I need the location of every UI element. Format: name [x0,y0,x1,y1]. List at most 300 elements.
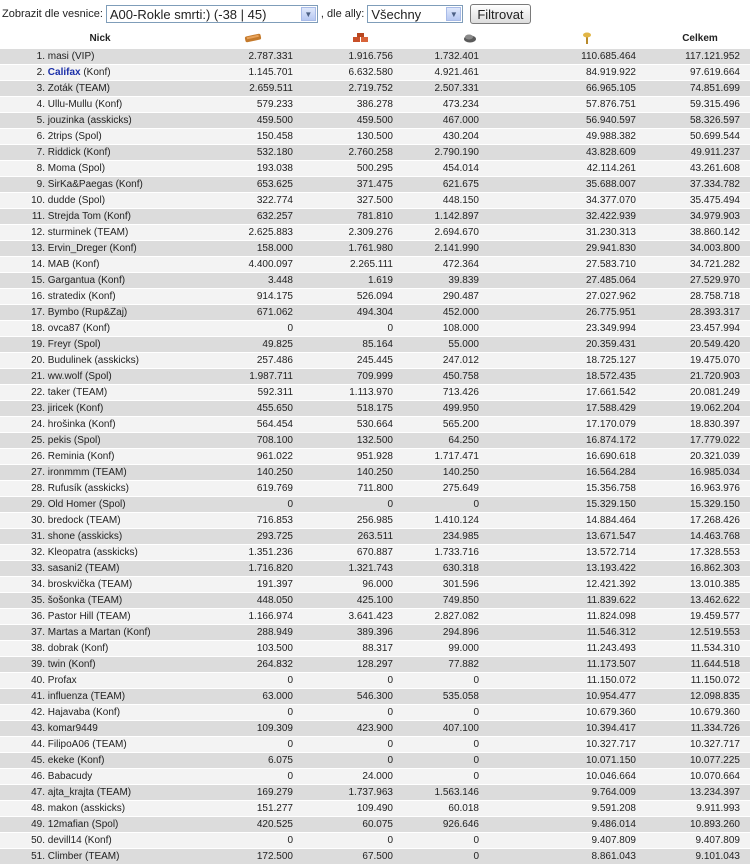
wood-value: 420.525 [200,817,305,833]
table-row [0,465,750,481]
table-row [0,193,750,209]
table-row [0,769,750,785]
total-value: 35.475.494 [650,193,750,209]
clay-value: 2.719.752 [305,81,417,97]
crop-value: 12.421.392 [523,577,650,593]
nick-cell [0,529,200,545]
clay-value: 518.175 [305,401,417,417]
nick-cell [0,257,200,273]
player-name[interactable]: MAB (Konf) [47,259,100,270]
village-select[interactable] [106,5,318,23]
wood-header [200,28,305,49]
crop-value: 57.876.751 [523,97,650,113]
clay-value: 2.309.276 [305,225,417,241]
player-name[interactable]: influenza (TEAM) [47,691,126,702]
nick-cell [0,497,200,513]
total-value: 17.779.022 [650,433,750,449]
total-value: 43.261.608 [650,161,750,177]
total-value: 50.699.544 [650,129,750,145]
table-row [0,513,750,529]
nick-cell [0,401,200,417]
rank: 23. [31,403,45,414]
rank: 35. [31,595,45,606]
nick-cell [0,161,200,177]
wood-value: 0 [200,497,305,513]
iron-value: 1.732.401 [417,49,523,65]
chevron-down-icon[interactable]: ▼ [301,7,316,21]
wood-value: 0 [200,673,305,689]
nick-cell [0,769,200,785]
ranking-table [0,28,750,864]
rank: 18. [31,323,45,334]
total-value: 13.010.385 [650,577,750,593]
player-name[interactable]: Hajavaba (Konf) [47,707,121,718]
nick-cell [0,817,200,833]
wood-value: 0 [200,321,305,337]
clay-value: 0 [305,321,417,337]
total-value: 11.534.310 [650,641,750,657]
iron-value: 2.507.331 [417,81,523,97]
iron-value: 430.204 [417,129,523,145]
clay-value: 711.800 [305,481,417,497]
crop-value: 14.884.464 [523,513,650,529]
total-value: 15.329.150 [650,497,750,513]
player-name[interactable]: Moma (Spol) [47,163,106,174]
rank: 15. [31,275,45,286]
player-name[interactable]: 2trips (Spol) [47,131,102,142]
table-row [0,481,750,497]
total-value: 16.985.034 [650,465,750,481]
iron-value: 473.234 [417,97,523,113]
iron-value: 621.675 [417,177,523,193]
nick-cell [0,305,200,321]
iron-value: 713.426 [417,385,523,401]
table-row [0,257,750,273]
wood-value: 2.787.331 [200,49,305,65]
wood-value: 288.949 [200,625,305,641]
table-row [0,113,750,129]
rank: 49. [31,819,45,830]
player-name[interactable]: makon (asskicks) [47,803,126,814]
rank: 38. [31,643,45,654]
nick-cell [0,129,200,145]
clay-value: 67.500 [305,849,417,865]
iron-value: 0 [417,497,523,513]
crop-value: 16.690.618 [523,449,650,465]
player-name[interactable]: Rufusík (asskicks) [47,483,129,494]
wood-value: 151.277 [200,801,305,817]
crop-value: 29.941.830 [523,241,650,257]
table-row [0,97,750,113]
player-name[interactable]: taker (TEAM) [47,387,108,398]
crop-value: 10.394.417 [523,721,650,737]
table-row [0,385,750,401]
player-name[interactable]: SirKa&Paegas (Konf) [47,179,143,190]
iron-value: 0 [417,673,523,689]
player-name[interactable]: Budulinek (asskicks) [47,355,139,366]
rank: 40. [31,675,45,686]
clay-value: 130.500 [305,129,417,145]
table-row [0,529,750,545]
player-name[interactable]: hrošinka (Konf) [47,419,116,430]
nick-cell [0,513,200,529]
crop-value: 15.356.758 [523,481,650,497]
clay-value: 459.500 [305,113,417,129]
rank: 8. [36,163,45,174]
iron-value: 108.000 [417,321,523,337]
player-name[interactable]: Freyr (Spol) [47,339,101,350]
rank: 37. [31,627,45,638]
player-name[interactable]: Ervin_Dreger (Konf) [47,243,137,254]
clay-value: 109.490 [305,801,417,817]
table-row [0,417,750,433]
total-value: 10.077.225 [650,753,750,769]
player-name[interactable]: Zoták (TEAM) [47,83,111,94]
crop-value: 15.329.150 [523,497,650,513]
table-row [0,689,750,705]
player-name[interactable]: Bymbo (Rup&Zaj) [47,307,128,318]
wood-value: 293.725 [200,529,305,545]
clay-value: 6.632.580 [305,65,417,81]
crop-value: 110.685.464 [523,49,650,65]
nick-cell [0,641,200,657]
wood-value: 0 [200,833,305,849]
player-name[interactable]: Califax (Konf) [47,67,111,78]
table-row [0,785,750,801]
wood-value: 1.166.974 [200,609,305,625]
nick-cell [0,721,200,737]
nick-cell [0,593,200,609]
wood-value: 1.716.820 [200,561,305,577]
wood-value: 0 [200,769,305,785]
iron-value: 0 [417,737,523,753]
clay-value: 245.445 [305,353,417,369]
clay-value: 371.475 [305,177,417,193]
rank: 12. [31,227,45,238]
nick-cell [0,385,200,401]
crop-value: 10.046.664 [523,769,650,785]
player-name[interactable]: Ullu-Mullu (Konf) [47,99,123,110]
nick-cell [0,801,200,817]
wood-value: 109.309 [200,721,305,737]
player-name[interactable]: bredock (TEAM) [47,515,121,526]
wood-value: 592.311 [200,385,305,401]
nick-cell [0,545,200,561]
total-value: 11.334.726 [650,721,750,737]
player-name[interactable]: shone (asskicks) [47,531,123,542]
player-name[interactable]: twin (Konf) [47,659,96,670]
clay-value: 2.760.258 [305,145,417,161]
table-row [0,289,750,305]
wood-value: 459.500 [200,113,305,129]
rank: 33. [31,563,45,574]
player-name[interactable]: Gargantua (Konf) [47,275,126,286]
iron-value: 301.596 [417,577,523,593]
iron-value: 452.000 [417,305,523,321]
total-value: 13.462.622 [650,593,750,609]
player-name[interactable]: jiricek (Konf) [47,403,104,414]
player-name[interactable]: broskvička (TEAM) [47,579,133,590]
table-row [0,337,750,353]
table-row [0,273,750,289]
player-name[interactable]: devill14 (Konf) [47,835,112,846]
total-value: 28.393.317 [650,305,750,321]
iron-value: 1.142.897 [417,209,523,225]
crop-value: 27.485.064 [523,273,650,289]
filter-button[interactable]: Filtrovat [470,4,530,24]
rank: 34. [31,579,45,590]
clay-value: 709.999 [305,369,417,385]
clay-value: 0 [305,833,417,849]
table-row [0,545,750,561]
rank: 10. [31,195,45,206]
crop-value: 9.486.014 [523,817,650,833]
iron-value: 140.250 [417,465,523,481]
iron-value: 454.014 [417,161,523,177]
total-value: 97.619.664 [650,65,750,81]
clay-value: 24.000 [305,769,417,785]
wood-value: 172.500 [200,849,305,865]
player-name[interactable]: ekeke (Konf) [47,755,105,766]
nick-header: Nick [89,32,111,44]
clay-value: 3.641.423 [305,609,417,625]
player-name[interactable]: šošonka (TEAM) [47,595,123,606]
nick-cell [0,369,200,385]
total-value: 59.315.496 [650,97,750,113]
nick-cell [0,289,200,305]
nick-cell [0,193,200,209]
iron-value: 294.896 [417,625,523,641]
rank: 2. [36,67,45,78]
nick-cell [0,625,200,641]
player-name[interactable]: ironmmm (TEAM) [47,467,127,478]
player-name[interactable]: Riddick (Konf) [47,147,111,158]
table-row [0,145,750,161]
player-name[interactable]: FilipoA06 (TEAM) [47,739,127,750]
player-name[interactable]: pekis (Spol) [47,435,101,446]
rank: 4. [36,99,45,110]
nick-cell [0,833,200,849]
table-row [0,577,750,593]
total-value: 58.326.597 [650,113,750,129]
rank: 3. [36,83,45,94]
total-value: 9.101.043 [650,849,750,865]
total-header: Celkem [682,32,718,44]
total-value: 23.457.994 [650,321,750,337]
wood-value: 448.050 [200,593,305,609]
nick-cell [0,241,200,257]
player-name[interactable]: Climber (TEAM) [47,851,120,862]
crop-value: 13.671.547 [523,529,650,545]
wood-icon [244,33,262,43]
player-name[interactable]: masi (VIP) [47,51,95,62]
iron-value: 1.410.124 [417,513,523,529]
nick-cell [0,577,200,593]
filter-bar [0,0,750,28]
iron-value: 64.250 [417,433,523,449]
total-value: 12.098.835 [650,689,750,705]
clay-value: 386.278 [305,97,417,113]
iron-value: 472.364 [417,257,523,273]
iron-value: 407.100 [417,721,523,737]
iron-value: 2.790.190 [417,145,523,161]
total-value: 9.911.993 [650,801,750,817]
crop-value: 66.965.105 [523,81,650,97]
player-name[interactable]: stratedix (Konf) [47,291,116,302]
player-name[interactable]: jouzinka (asskicks) [47,115,132,126]
wood-value: 4.400.097 [200,257,305,273]
wood-value: 63.000 [200,689,305,705]
total-value: 20.081.249 [650,385,750,401]
ally-select[interactable] [367,5,463,23]
nick-cell [0,145,200,161]
clay-value: 0 [305,737,417,753]
player-name[interactable]: sturminek (TEAM) [47,227,129,238]
rank: 32. [31,547,45,558]
clay-value: 96.000 [305,577,417,593]
crop-value: 26.775.951 [523,305,650,321]
crop-icon [581,32,593,44]
iron-value: 630.318 [417,561,523,577]
clay-value: 530.664 [305,417,417,433]
table-row [0,641,750,657]
table-row [0,625,750,641]
crop-value: 13.193.422 [523,561,650,577]
iron-value: 55.000 [417,337,523,353]
chevron-down-icon[interactable]: ▼ [446,7,461,21]
table-row [0,705,750,721]
player-name[interactable]: ajta_krajta (TEAM) [47,787,132,798]
wood-value: 158.000 [200,241,305,257]
clay-value: 423.900 [305,721,417,737]
table-header [0,28,750,49]
wood-value: 961.022 [200,449,305,465]
iron-value: 565.200 [417,417,523,433]
table-row [0,673,750,689]
village-filter-label: Zobrazit dle vesnice: [2,8,103,20]
nick-cell [0,561,200,577]
table-row [0,65,750,81]
table-row [0,161,750,177]
clay-value: 256.985 [305,513,417,529]
table-row [0,497,750,513]
wood-value: 1.351.236 [200,545,305,561]
crop-value: 16.874.172 [523,433,650,449]
nick-cell [0,737,200,753]
iron-value: 0 [417,769,523,785]
iron-value: 0 [417,753,523,769]
table-row [0,353,750,369]
player-name[interactable]: Reminia (Konf) [47,451,115,462]
total-value: 34.003.800 [650,241,750,257]
player-name[interactable]: Martas a Martan (Konf) [47,627,151,638]
iron-value: 0 [417,849,523,865]
player-name[interactable]: Babacudy [47,771,93,782]
nick-cell [0,753,200,769]
crop-value: 18.725.127 [523,353,650,369]
table-row [0,817,750,833]
nick-cell [0,337,200,353]
total-value: 10.893.260 [650,817,750,833]
nick-cell [0,657,200,673]
rank: 46. [31,771,45,782]
nick-cell [0,689,200,705]
table-row [0,801,750,817]
crop-value: 13.572.714 [523,545,650,561]
crop-value: 27.027.962 [523,289,650,305]
wood-value: 2.659.511 [200,81,305,97]
wood-value: 914.175 [200,289,305,305]
iron-value: 926.646 [417,817,523,833]
nick-cell [0,785,200,801]
wood-value: 49.825 [200,337,305,353]
player-name[interactable]: ww.wolf (Spol) [47,371,112,382]
rank: 22. [31,387,45,398]
iron-value: 290.487 [417,289,523,305]
iron-value: 4.921.461 [417,65,523,81]
total-value: 10.679.360 [650,705,750,721]
total-value: 19.459.577 [650,609,750,625]
nick-cell [0,81,200,97]
total-value: 28.758.718 [650,289,750,305]
clay-icon [352,33,370,43]
clay-value: 1.916.756 [305,49,417,65]
crop-value: 49.988.382 [523,129,650,145]
wood-value: 150.458 [200,129,305,145]
clay-value: 951.928 [305,449,417,465]
player-name[interactable]: komar9449 [47,723,98,734]
table-row [0,369,750,385]
nick-cell [0,481,200,497]
player-name[interactable]: Kleopatra (asskicks) [47,547,138,558]
crop-value: 27.583.710 [523,257,650,273]
crop-value: 9.407.809 [523,833,650,849]
nick-cell [0,97,200,113]
nick-cell [0,465,200,481]
table-row [0,721,750,737]
clay-value: 1.619 [305,273,417,289]
nick-cell [0,673,200,689]
rank: 28. [31,483,45,494]
player-name[interactable]: Strejda Tom (Konf) [47,211,131,222]
player-name[interactable]: ovca87 (Konf) [47,323,111,334]
wood-value: 579.233 [200,97,305,113]
crop-value: 10.679.360 [523,705,650,721]
crop-value: 11.173.507 [523,657,650,673]
wood-value: 653.625 [200,177,305,193]
iron-value: 0 [417,833,523,849]
crop-header [523,28,650,49]
player-name[interactable]: dudde (Spol) [47,195,106,206]
total-value: 49.911.237 [650,145,750,161]
clay-value: 526.094 [305,289,417,305]
player-name[interactable]: sasani2 (TEAM) [47,563,120,574]
player-name[interactable]: 12mafian (Spol) [47,819,119,830]
player-name[interactable]: dobrak (Konf) [47,643,109,654]
wood-value: 716.853 [200,513,305,529]
rank: 17. [31,307,45,318]
player-name[interactable]: Pastor Hill (TEAM) [47,611,131,622]
iron-value: 247.012 [417,353,523,369]
crop-value: 43.828.609 [523,145,650,161]
iron-value: 749.850 [417,593,523,609]
player-name[interactable]: Profax [47,675,77,686]
iron-value: 77.882 [417,657,523,673]
player-name[interactable]: Old Homer (Spol) [47,499,126,510]
crop-value: 16.564.284 [523,465,650,481]
wood-value: 619.769 [200,481,305,497]
table-row [0,449,750,465]
